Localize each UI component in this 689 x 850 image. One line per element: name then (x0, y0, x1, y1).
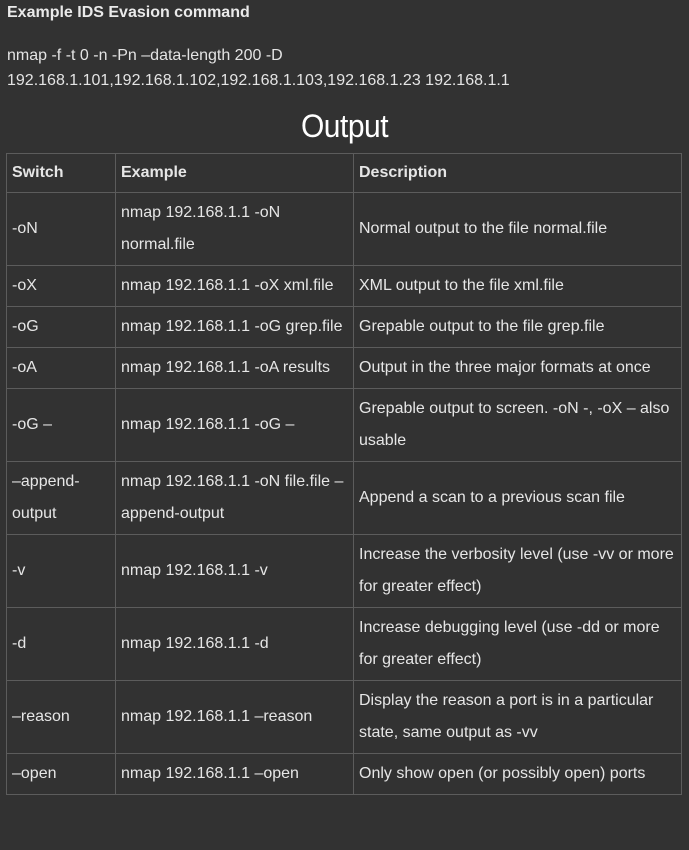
description-cell: Display the reason a port is in a particular state, same output as -vv (354, 681, 682, 754)
table-row (7, 462, 682, 535)
example-cell: nmap 192.168.1.1 -v (116, 535, 354, 608)
example-cell: nmap 192.168.1.1 –reason (116, 681, 354, 754)
example-cell: nmap 192.168.1.1 -oX xml.file (116, 266, 354, 307)
example-cell: nmap 192.168.1.1 –open (116, 754, 354, 795)
example-cell: nmap 192.168.1.1 -oA results (116, 348, 354, 389)
table-row (7, 754, 682, 795)
switch-cell: -oG (7, 307, 116, 348)
description-cell: Increase debugging level (use -dd or more for greater effect) (354, 608, 682, 681)
command-line-2: 192.168.1.101,192.168.1.102,192.168.1.103,192.168.1.23 192.168.1.1 (7, 72, 510, 89)
switch-cell: -oN (7, 193, 116, 266)
section-heading: Example IDS Evasion command (7, 4, 250, 21)
description-cell: Append a scan to a previous scan file (354, 462, 682, 535)
example-cell: nmap 192.168.1.1 -oN normal.file (116, 193, 354, 266)
switch-cell: -oG – (7, 389, 116, 462)
column-header-switch: Switch (7, 154, 116, 193)
switch-cell: -v (7, 535, 116, 608)
description-cell: Grepable output to the file grep.file (354, 307, 682, 348)
command-example (7, 43, 527, 93)
description-cell: Output in the three major formats at once (354, 348, 682, 389)
column-header-example: Example (116, 154, 354, 193)
switch-cell: –reason (7, 681, 116, 754)
description-cell: Grepable output to screen. -oN -, -oX – also usable (354, 389, 682, 462)
table-row (7, 535, 682, 608)
example-cell: nmap 192.168.1.1 -d (116, 608, 354, 681)
table-header-row (7, 154, 682, 193)
article-content (0, 0, 689, 149)
description-cell: Normal output to the file normal.file (354, 193, 682, 266)
output-title: Output (300, 108, 389, 145)
output-switch-table (6, 153, 682, 795)
switch-cell: –append-output (7, 462, 116, 535)
example-cell: nmap 192.168.1.1 -oN file.file –append-output (116, 462, 354, 535)
table-row (7, 681, 682, 754)
table-row (7, 348, 682, 389)
description-cell: Increase the verbosity level (use -vv or more for greater effect) (354, 535, 682, 608)
switch-cell: -oX (7, 266, 116, 307)
table-row (7, 193, 682, 266)
table-row (7, 307, 682, 348)
table-row (7, 266, 682, 307)
description-cell: XML output to the file xml.file (354, 266, 682, 307)
table-row (7, 608, 682, 681)
switch-cell: -d (7, 608, 116, 681)
example-cell: nmap 192.168.1.1 -oG – (116, 389, 354, 462)
switch-cell: –open (7, 754, 116, 795)
switch-cell: -oA (7, 348, 116, 389)
table-row (7, 389, 682, 462)
command-line-1: nmap -f -t 0 -n -Pn –data-length 200 -D (7, 47, 283, 64)
column-header-description: Description (354, 154, 682, 193)
example-cell: nmap 192.168.1.1 -oG grep.file (116, 307, 354, 348)
description-cell: Only show open (or possibly open) ports (354, 754, 682, 795)
